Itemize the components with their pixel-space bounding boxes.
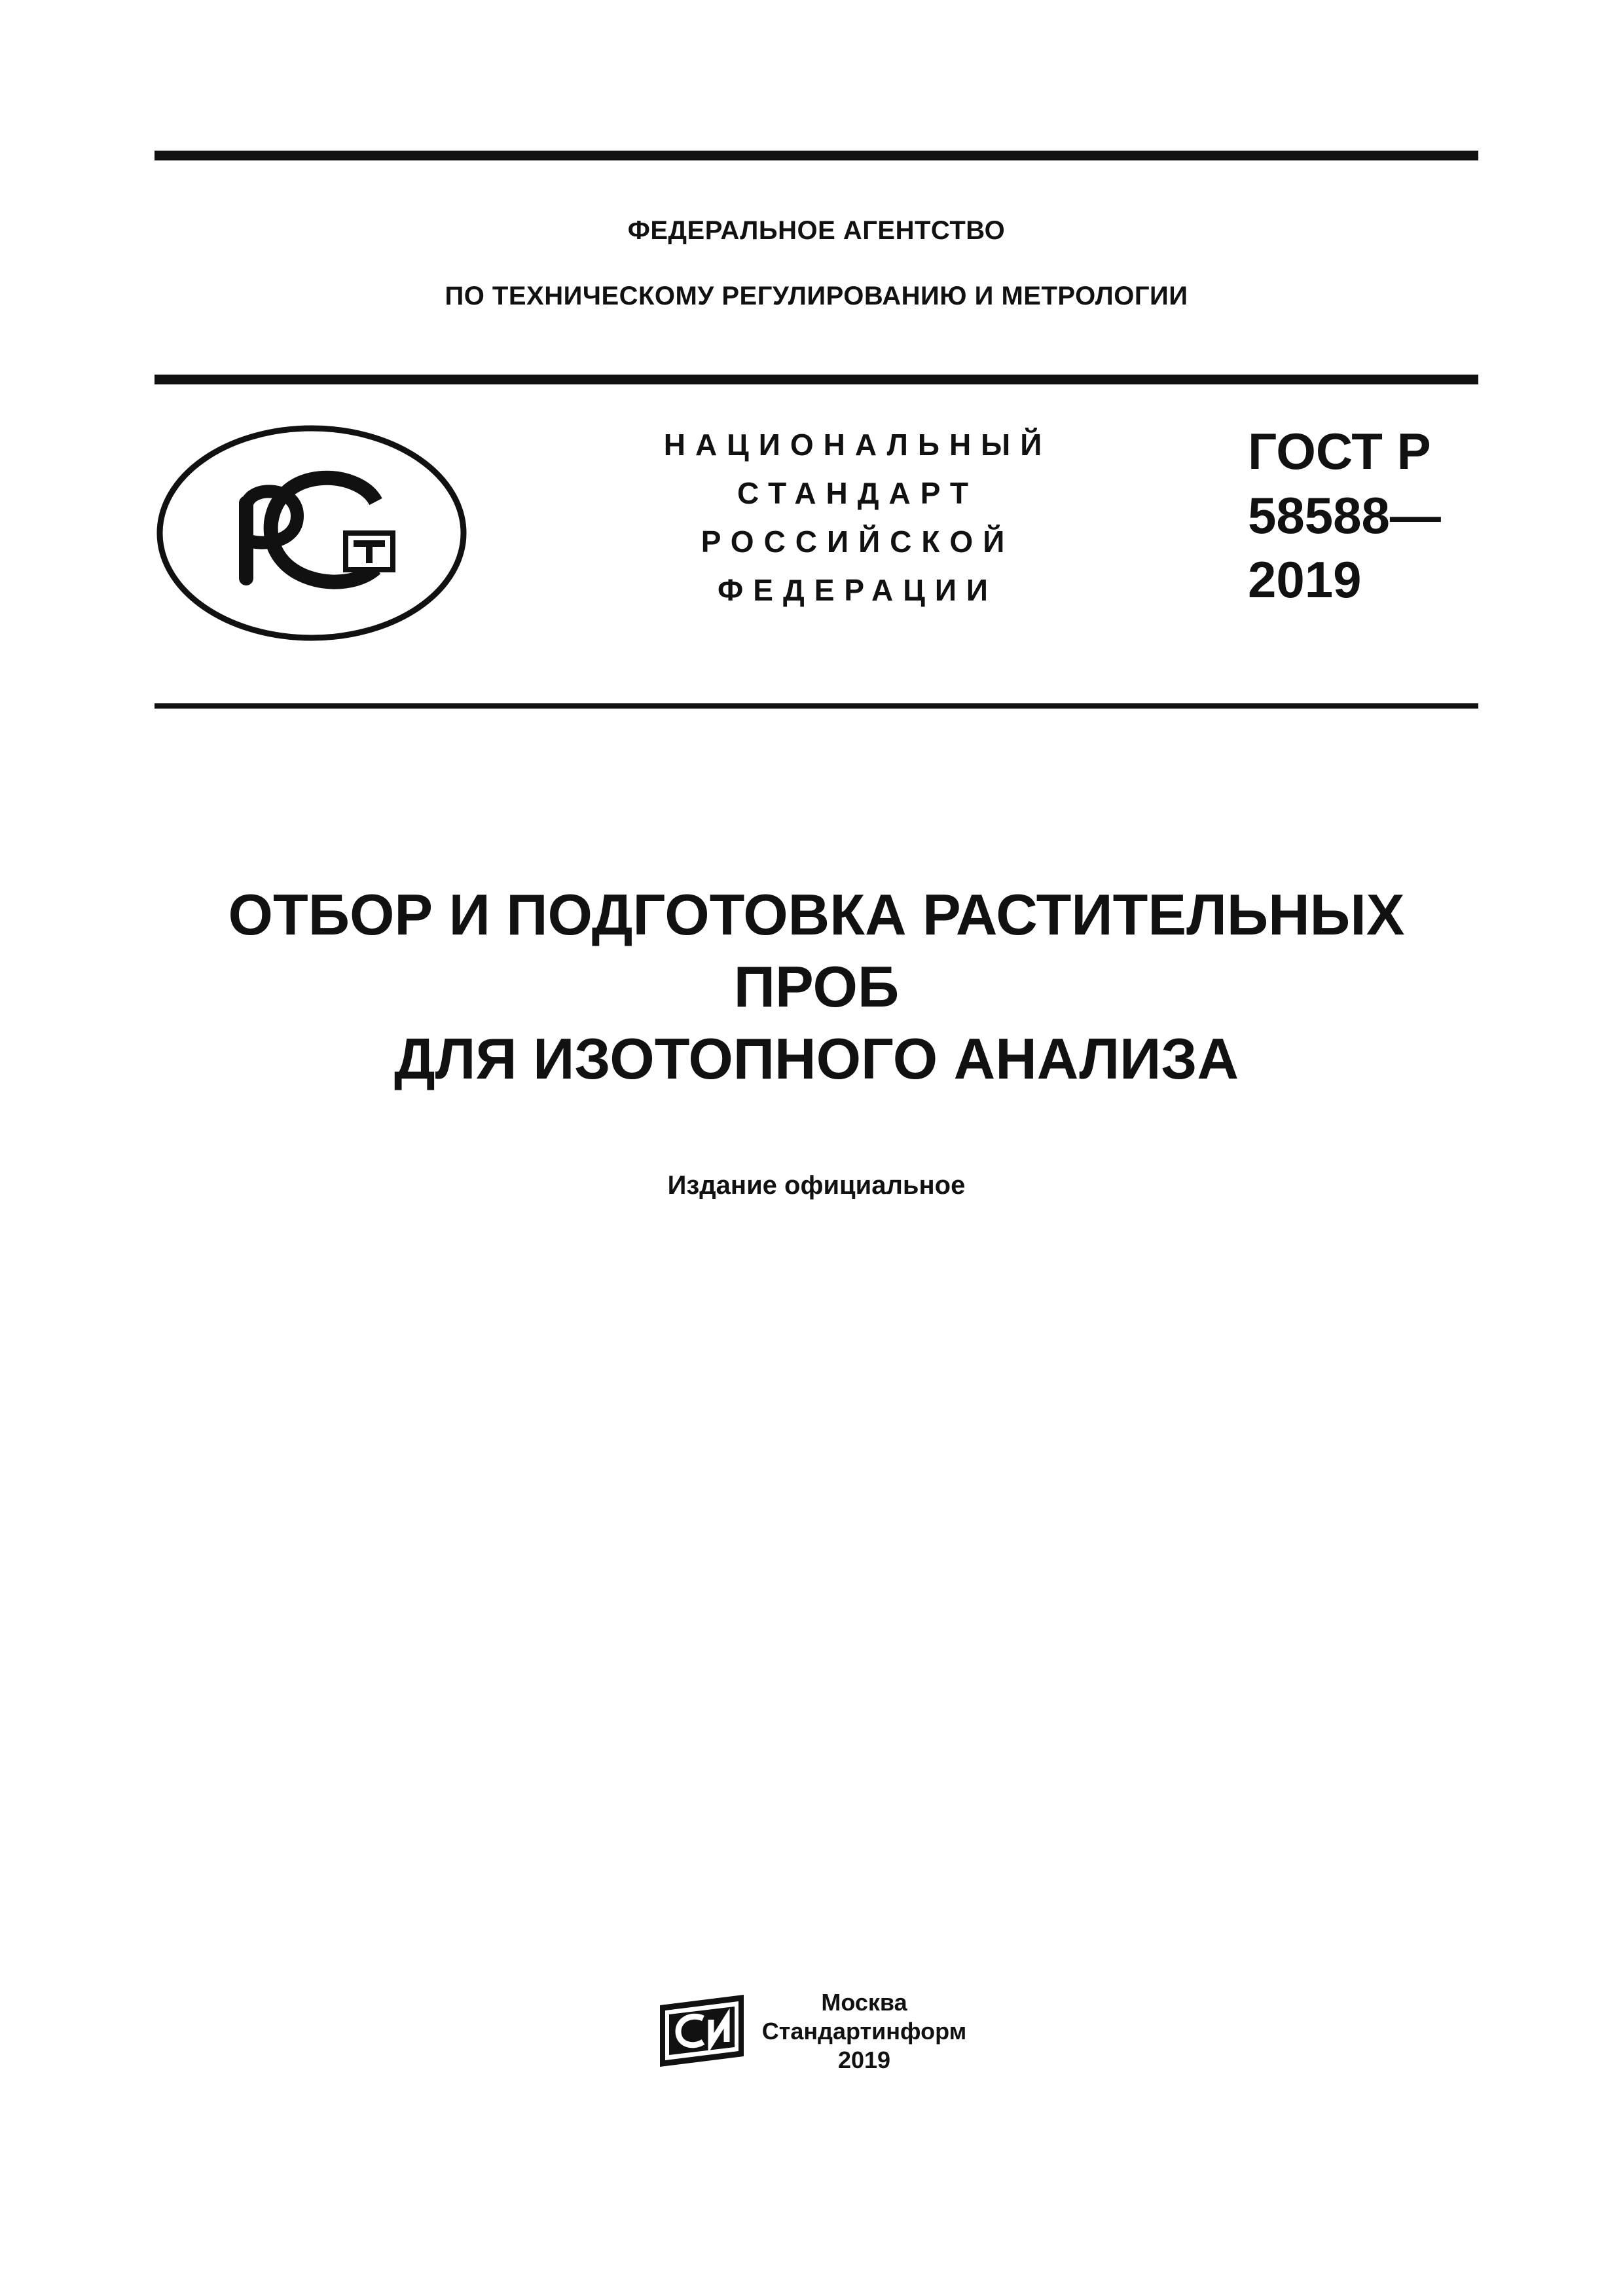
publisher-name: Стандартинформ [761,2018,967,2045]
national-standard-label [576,420,1139,614]
standartinform-logo-icon [652,1992,750,2069]
edition-label: Издание официальное [667,1171,966,1200]
publisher-imprint [746,1988,982,2075]
national-line-2: СТАНДАРТ [737,476,978,510]
rst-emblem-icon [155,424,469,642]
title-line-1: ОТБОР И ПОДГОТОВКА РАСТИТЕЛЬНЫХ ПРОБ [228,882,1405,1019]
middle-rule [155,375,1478,384]
agency-name-line-1: ФЕДЕРАЛЬНОЕ АГЕНТСТВО [627,216,1006,245]
bottom-rule [155,703,1478,709]
gost-line-2: 58588— [1248,487,1441,544]
title-line-2: ДЛЯ ИЗОТОПНОГО АНАЛИЗА [393,1026,1239,1091]
gost-line-1: ГОСТ Р [1248,422,1431,480]
agency-name-line-2: ПО ТЕХНИЧЕСКОМУ РЕГУЛИРОВАНИЮ И МЕТРОЛОГИИ [445,282,1188,310]
top-rule [155,151,1478,160]
national-line-4: ФЕДЕРАЦИИ [718,573,998,607]
gost-line-3: 2019 [1248,551,1362,608]
publisher-year: 2019 [837,2046,891,2073]
document-title [155,879,1478,1095]
national-line-3: РОССИЙСКОЙ [701,525,1015,559]
national-line-1: НАЦИОНАЛЬНЫЙ [663,428,1052,462]
gost-designation [1248,419,1484,612]
publisher-city: Москва [821,1989,907,2016]
